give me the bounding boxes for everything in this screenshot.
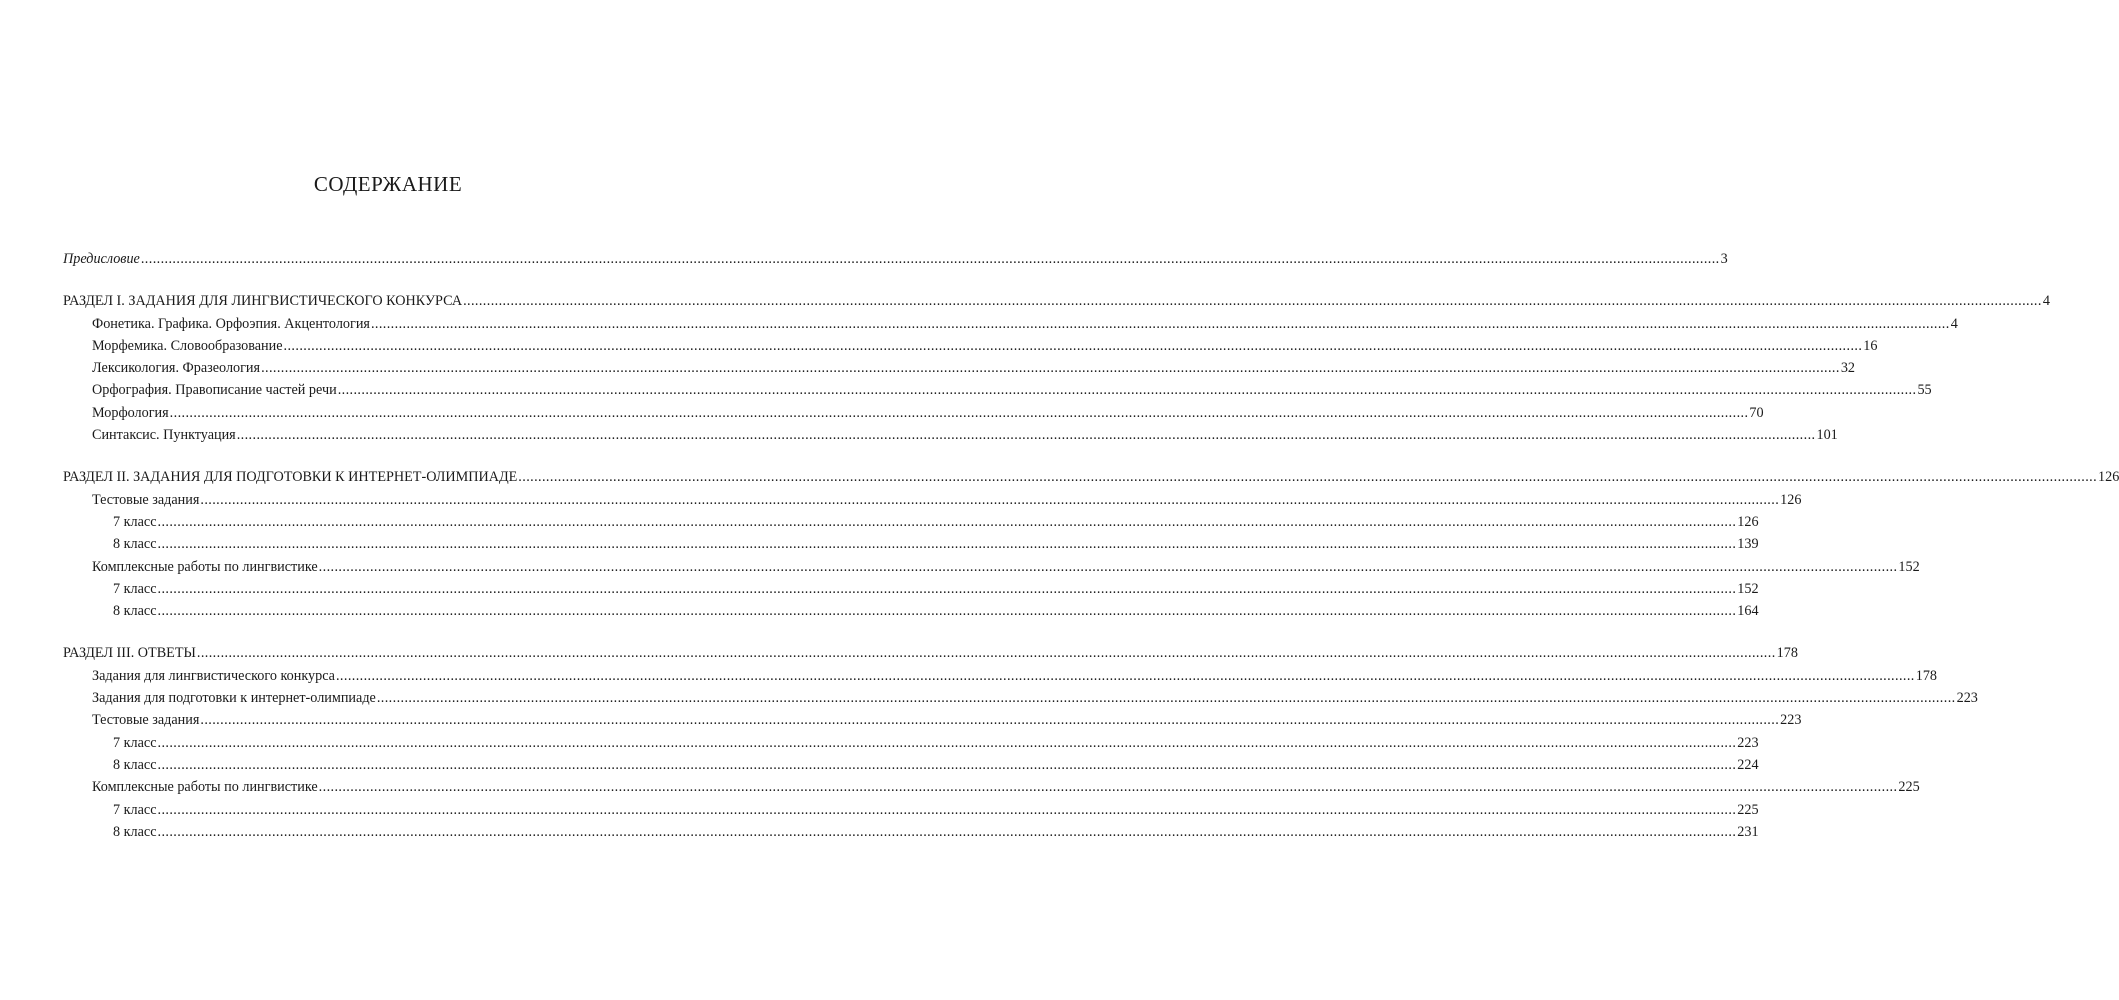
dot-leader: ................................................................................................................................................................................................................................................................................................................................................................................................................: [376, 690, 1956, 707]
toc-entry-title: 7 класс: [113, 513, 157, 530]
toc-entry: [63, 513, 1759, 536]
toc-entry: [63, 801, 1759, 824]
toc-entry: [63, 779, 1920, 801]
toc-entry-title: Тестовые задания: [92, 712, 200, 729]
toc-entry: [63, 823, 1759, 846]
toc-entry-title: Морфемика. Словообразование: [92, 337, 283, 354]
dot-leader: ................................................................................................................................................................................................................................................................................................................................................................................................................: [335, 667, 1915, 684]
toc-entry-page-number: 231: [1737, 823, 1759, 840]
dot-leader: ................................................................................................................................................................................................................................................................................................................................................................................................................: [283, 337, 1863, 354]
toc-entry: [63, 469, 2119, 491]
dot-leader: ................................................................................................................................................................................................................................................................................................................................................................................................................: [157, 580, 1737, 597]
toc-entry-title: Морфология: [92, 404, 169, 421]
toc-entry-title: Комплексные работы по лингвистике: [92, 558, 318, 575]
toc-entry: [63, 645, 1798, 667]
toc-entry: [63, 404, 1764, 427]
toc-entry: [63, 667, 1938, 690]
dot-leader: ................................................................................................................................................................................................................................................................................................................................................................................................................: [140, 251, 1720, 267]
toc-entry-page-number: 32: [1840, 360, 1855, 377]
toc-entry: [63, 293, 2050, 315]
toc-entry-title: Лексикология. Фразеология: [92, 360, 261, 377]
toc-entry-title: Синтаксис. Пунктуация: [92, 427, 236, 444]
toc-entry: [63, 251, 1728, 273]
toc-entry: [63, 558, 1920, 581]
page-title: СОДЕРЖАНИЕ: [313, 172, 463, 197]
toc-entry-page-number: 178: [1915, 667, 1938, 684]
toc-entry: [63, 734, 1759, 757]
dot-leader: ................................................................................................................................................................................................................................................................................................................................................................................................................: [157, 536, 1737, 553]
toc-entry-title: Задания для подготовки к интернет-олимпиаде: [92, 690, 376, 707]
toc-entry: [63, 315, 1958, 338]
toc-entry-title: 8 класс: [113, 603, 157, 620]
toc-entry-title: Орфография. Правописание частей речи: [92, 382, 337, 399]
toc-entry-title: РАЗДЕЛ II. ЗАДАНИЯ ДЛЯ ПОДГОТОВКИ К ИНТЕРНЕТ-ОЛИМПИАДЕ: [63, 469, 518, 486]
toc-entry: [63, 360, 1855, 382]
dot-leader: ................................................................................................................................................................................................................................................................................................................................................................................................................: [236, 427, 1816, 444]
toc-entry-page-number: 139: [1737, 536, 1759, 553]
dot-leader: ................................................................................................................................................................................................................................................................................................................................................................................................................: [169, 404, 1749, 421]
toc-entry: [63, 603, 1759, 625]
dot-leader: ................................................................................................................................................................................................................................................................................................................................................................................................................: [157, 756, 1737, 773]
dot-leader: ................................................................................................................................................................................................................................................................................................................................................................................................................: [157, 823, 1737, 840]
toc-entry-page-number: 3: [1720, 251, 1728, 267]
toc-entry-page-number: 126: [1780, 491, 1802, 508]
toc-entry-title: РАЗДЕЛ III. ОТВЕТЫ: [63, 645, 196, 662]
toc-entry-title: Комплексные работы по лингвистике: [92, 779, 318, 796]
toc-entry-page-number: 4: [2042, 293, 2050, 310]
toc-entry: [63, 756, 1759, 779]
toc-entry-page-number: 16: [1863, 337, 1878, 354]
toc-entry-page-number: 178: [1776, 645, 1798, 662]
toc-entry-page-number: 152: [1737, 580, 1759, 597]
dot-leader: ................................................................................................................................................................................................................................................................................................................................................................................................................: [337, 382, 1917, 399]
dot-leader: ................................................................................................................................................................................................................................................................................................................................................................................................................: [370, 315, 1950, 332]
toc-entry-title: 8 класс: [113, 823, 157, 840]
toc-entry: [63, 580, 1759, 603]
toc-entry: [63, 382, 1932, 404]
toc-entry-page-number: 152: [1898, 558, 1920, 575]
toc-entry-title: Задания для лингвистического конкурса: [92, 667, 335, 684]
toc-entry-page-number: 225: [1898, 779, 1920, 796]
toc-entry-title: Фонетика. Графика. Орфоэпия. Акцентология: [92, 315, 370, 332]
toc-entry-title: РАЗДЕЛ I. ЗАДАНИЯ ДЛЯ ЛИНГВИСТИЧЕСКОГО КОНКУРСА: [63, 293, 463, 310]
dot-leader: ................................................................................................................................................................................................................................................................................................................................................................................................................: [157, 801, 1737, 818]
toc-entry-page-number: 223: [1956, 690, 1978, 707]
toc-entry-page-number: 223: [1780, 712, 1802, 729]
toc-entry: [63, 427, 1838, 449]
dot-leader: ................................................................................................................................................................................................................................................................................................................................................................................................................: [261, 360, 1840, 377]
toc-entry: [63, 712, 1802, 734]
toc-entry-title: 8 класс: [113, 536, 157, 553]
toc-entry: [63, 337, 1878, 360]
dot-leader: ................................................................................................................................................................................................................................................................................................................................................................................................................: [200, 491, 1780, 508]
toc-entry-page-number: 223: [1737, 734, 1759, 751]
dot-leader: ................................................................................................................................................................................................................................................................................................................................................................................................................: [463, 293, 2042, 310]
toc-entry-title: 7 класс: [113, 580, 157, 597]
dot-leader: ................................................................................................................................................................................................................................................................................................................................................................................................................: [200, 712, 1780, 729]
dot-leader: ................................................................................................................................................................................................................................................................................................................................................................................................................: [157, 603, 1737, 620]
toc-entry-page-number: 70: [1749, 404, 1764, 421]
dot-leader: ................................................................................................................................................................................................................................................................................................................................................................................................................: [518, 469, 2098, 486]
toc-entry-title: 8 класс: [113, 756, 157, 773]
table-of-contents: [63, 251, 2119, 846]
toc-entry-page-number: 225: [1737, 801, 1759, 818]
dot-leader: ................................................................................................................................................................................................................................................................................................................................................................................................................: [157, 513, 1737, 530]
dot-leader: ................................................................................................................................................................................................................................................................................................................................................................................................................: [318, 558, 1898, 575]
toc-entry-title: Тестовые задания: [92, 491, 200, 508]
toc-entry-title: 7 класс: [113, 734, 157, 751]
toc-entry-page-number: 126: [2098, 469, 2119, 486]
toc-entry-title: 7 класс: [113, 801, 157, 818]
toc-entry-page-number: 164: [1737, 603, 1759, 620]
dot-leader: ................................................................................................................................................................................................................................................................................................................................................................................................................: [196, 645, 1776, 662]
toc-entry: [63, 536, 1759, 558]
toc-entry: [63, 491, 1802, 514]
toc-entry-page-number: 224: [1737, 756, 1759, 773]
toc-entry-page-number: 55: [1917, 382, 1932, 399]
toc-entry-page-number: 4: [1950, 315, 1958, 332]
toc-entry: [63, 690, 1978, 712]
toc-entry-title: Предисловие: [63, 251, 140, 267]
toc-entry-page-number: 101: [1816, 427, 1838, 444]
toc-entry-page-number: 126: [1737, 513, 1759, 530]
dot-leader: ................................................................................................................................................................................................................................................................................................................................................................................................................: [318, 779, 1898, 796]
dot-leader: ................................................................................................................................................................................................................................................................................................................................................................................................................: [157, 734, 1737, 751]
